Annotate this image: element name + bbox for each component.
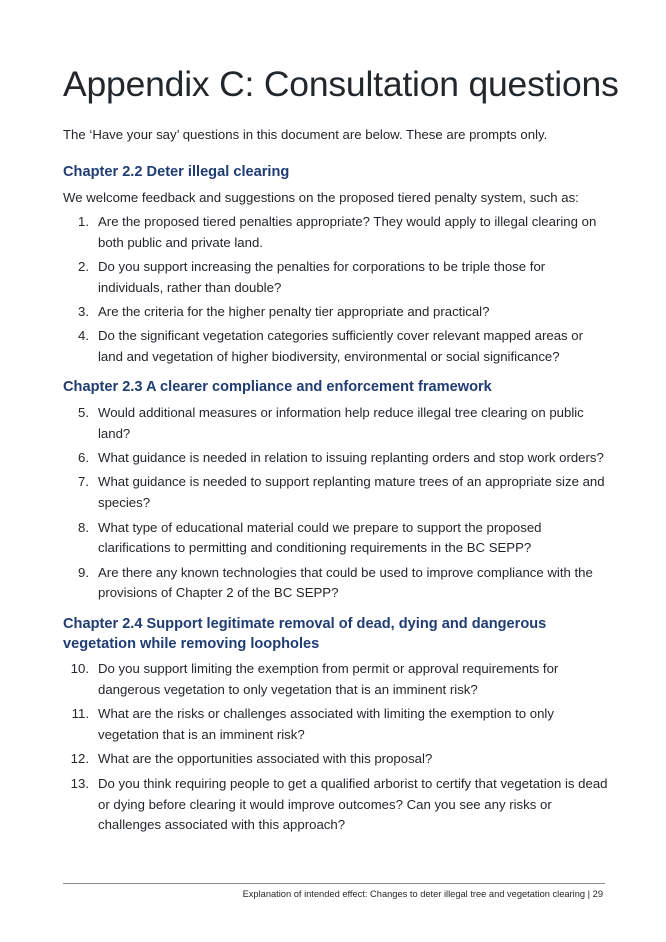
section-heading: Chapter 2.3 A clearer compliance and enforcement framework <box>63 379 492 396</box>
question-number: 12. <box>70 751 89 767</box>
question-item <box>63 326 608 368</box>
section-chapter-2-2 <box>63 160 608 368</box>
question-number: 8. <box>78 519 89 535</box>
question-text: What guidance is needed in relation to issuing replanting orders and stop work orders? <box>98 450 604 466</box>
question-item <box>63 563 608 605</box>
page-footer: Explanation of intended effect: Changes to deter illegal tree and vegetation clearing | 29 <box>242 889 603 899</box>
question-item <box>63 212 608 254</box>
question-text: Are the criteria for the higher penalty tier appropriate and practical? <box>98 304 490 320</box>
question-text: What are the opportunities associated with this proposal? <box>98 751 433 767</box>
question-item <box>63 403 608 445</box>
question-item <box>63 774 608 836</box>
question-number: 13. <box>70 775 89 791</box>
question-text: Do you support limiting the exemption from permit or approval requirements for dangerous vegetation to only vegetation that is an imminent risk? <box>98 661 559 698</box>
question-number: 6. <box>78 450 89 466</box>
page-title: Appendix C: Consultation questions <box>63 64 619 104</box>
question-text: Do the significant vegetation categories sufficiently cover relevant mapped areas or land and vegetation of higher biodiversity, environmental or social significance? <box>98 328 584 365</box>
question-number: 7. <box>78 474 89 490</box>
question-number: 1. <box>78 214 89 229</box>
section-lead: We welcome feedback and suggestions on the proposed tiered penalty system, such as: <box>63 190 579 205</box>
question-item <box>63 257 608 299</box>
section-chapter-2-3 <box>63 377 608 604</box>
question-text: What type of educational material could we prepare to support the proposed clarifications to permitting and conditioning requirements in the BC SEPP? <box>98 519 542 556</box>
question-text: Are the proposed tiered penalties appropriate? They would apply to illegal clearing on both public and private land. <box>98 214 597 250</box>
question-number: 11. <box>71 706 89 722</box>
question-item <box>63 518 608 560</box>
question-number: 4. <box>78 328 89 344</box>
question-item <box>63 448 608 469</box>
question-item <box>63 302 608 323</box>
question-number: 10. <box>70 661 89 677</box>
question-number: 5. <box>78 405 89 421</box>
section-chapter-2-4 <box>63 614 608 836</box>
question-number: 2. <box>78 259 89 275</box>
questions-content <box>63 160 608 840</box>
question-list <box>63 659 608 836</box>
question-text: Do you support increasing the penalties for corporations to be triple those for individuals, rather than double? <box>98 259 546 295</box>
question-text: Are there any known technologies that could be used to improve compliance with the provisions of Chapter 2 of the BC SEPP? <box>98 564 593 601</box>
footer-divider <box>63 883 605 884</box>
question-number: 3. <box>78 304 89 320</box>
question-item <box>63 749 608 770</box>
question-text: Would additional measures or information help reduce illegal tree clearing on public land? <box>98 405 584 441</box>
question-list <box>63 212 608 368</box>
question-text: Do you think requiring people to get a qualified arborist to certify that vegetation is dead or dying before clearing it would improve outcomes? Can you see any risks or challenges associated with this approach? <box>98 775 608 833</box>
section-heading: Chapter 2.4 Support legitimate removal of dead, dying and dangerous vegetation while removing loopholes <box>63 616 547 653</box>
question-text: What guidance is needed to support replanting mature trees of an appropriate size and species? <box>98 474 605 511</box>
section-heading: Chapter 2.2 Deter illegal clearing <box>63 164 290 180</box>
question-item <box>63 472 608 514</box>
question-number: 9. <box>78 564 89 580</box>
question-text: What are the risks or challenges associated with limiting the exemption to only vegetation that is an imminent risk? <box>98 706 554 743</box>
question-list <box>63 403 608 604</box>
question-item <box>63 659 608 701</box>
intro-text: The ‘Have your say’ questions in this document are below. These are prompts only. <box>63 127 548 142</box>
question-item <box>63 704 608 746</box>
